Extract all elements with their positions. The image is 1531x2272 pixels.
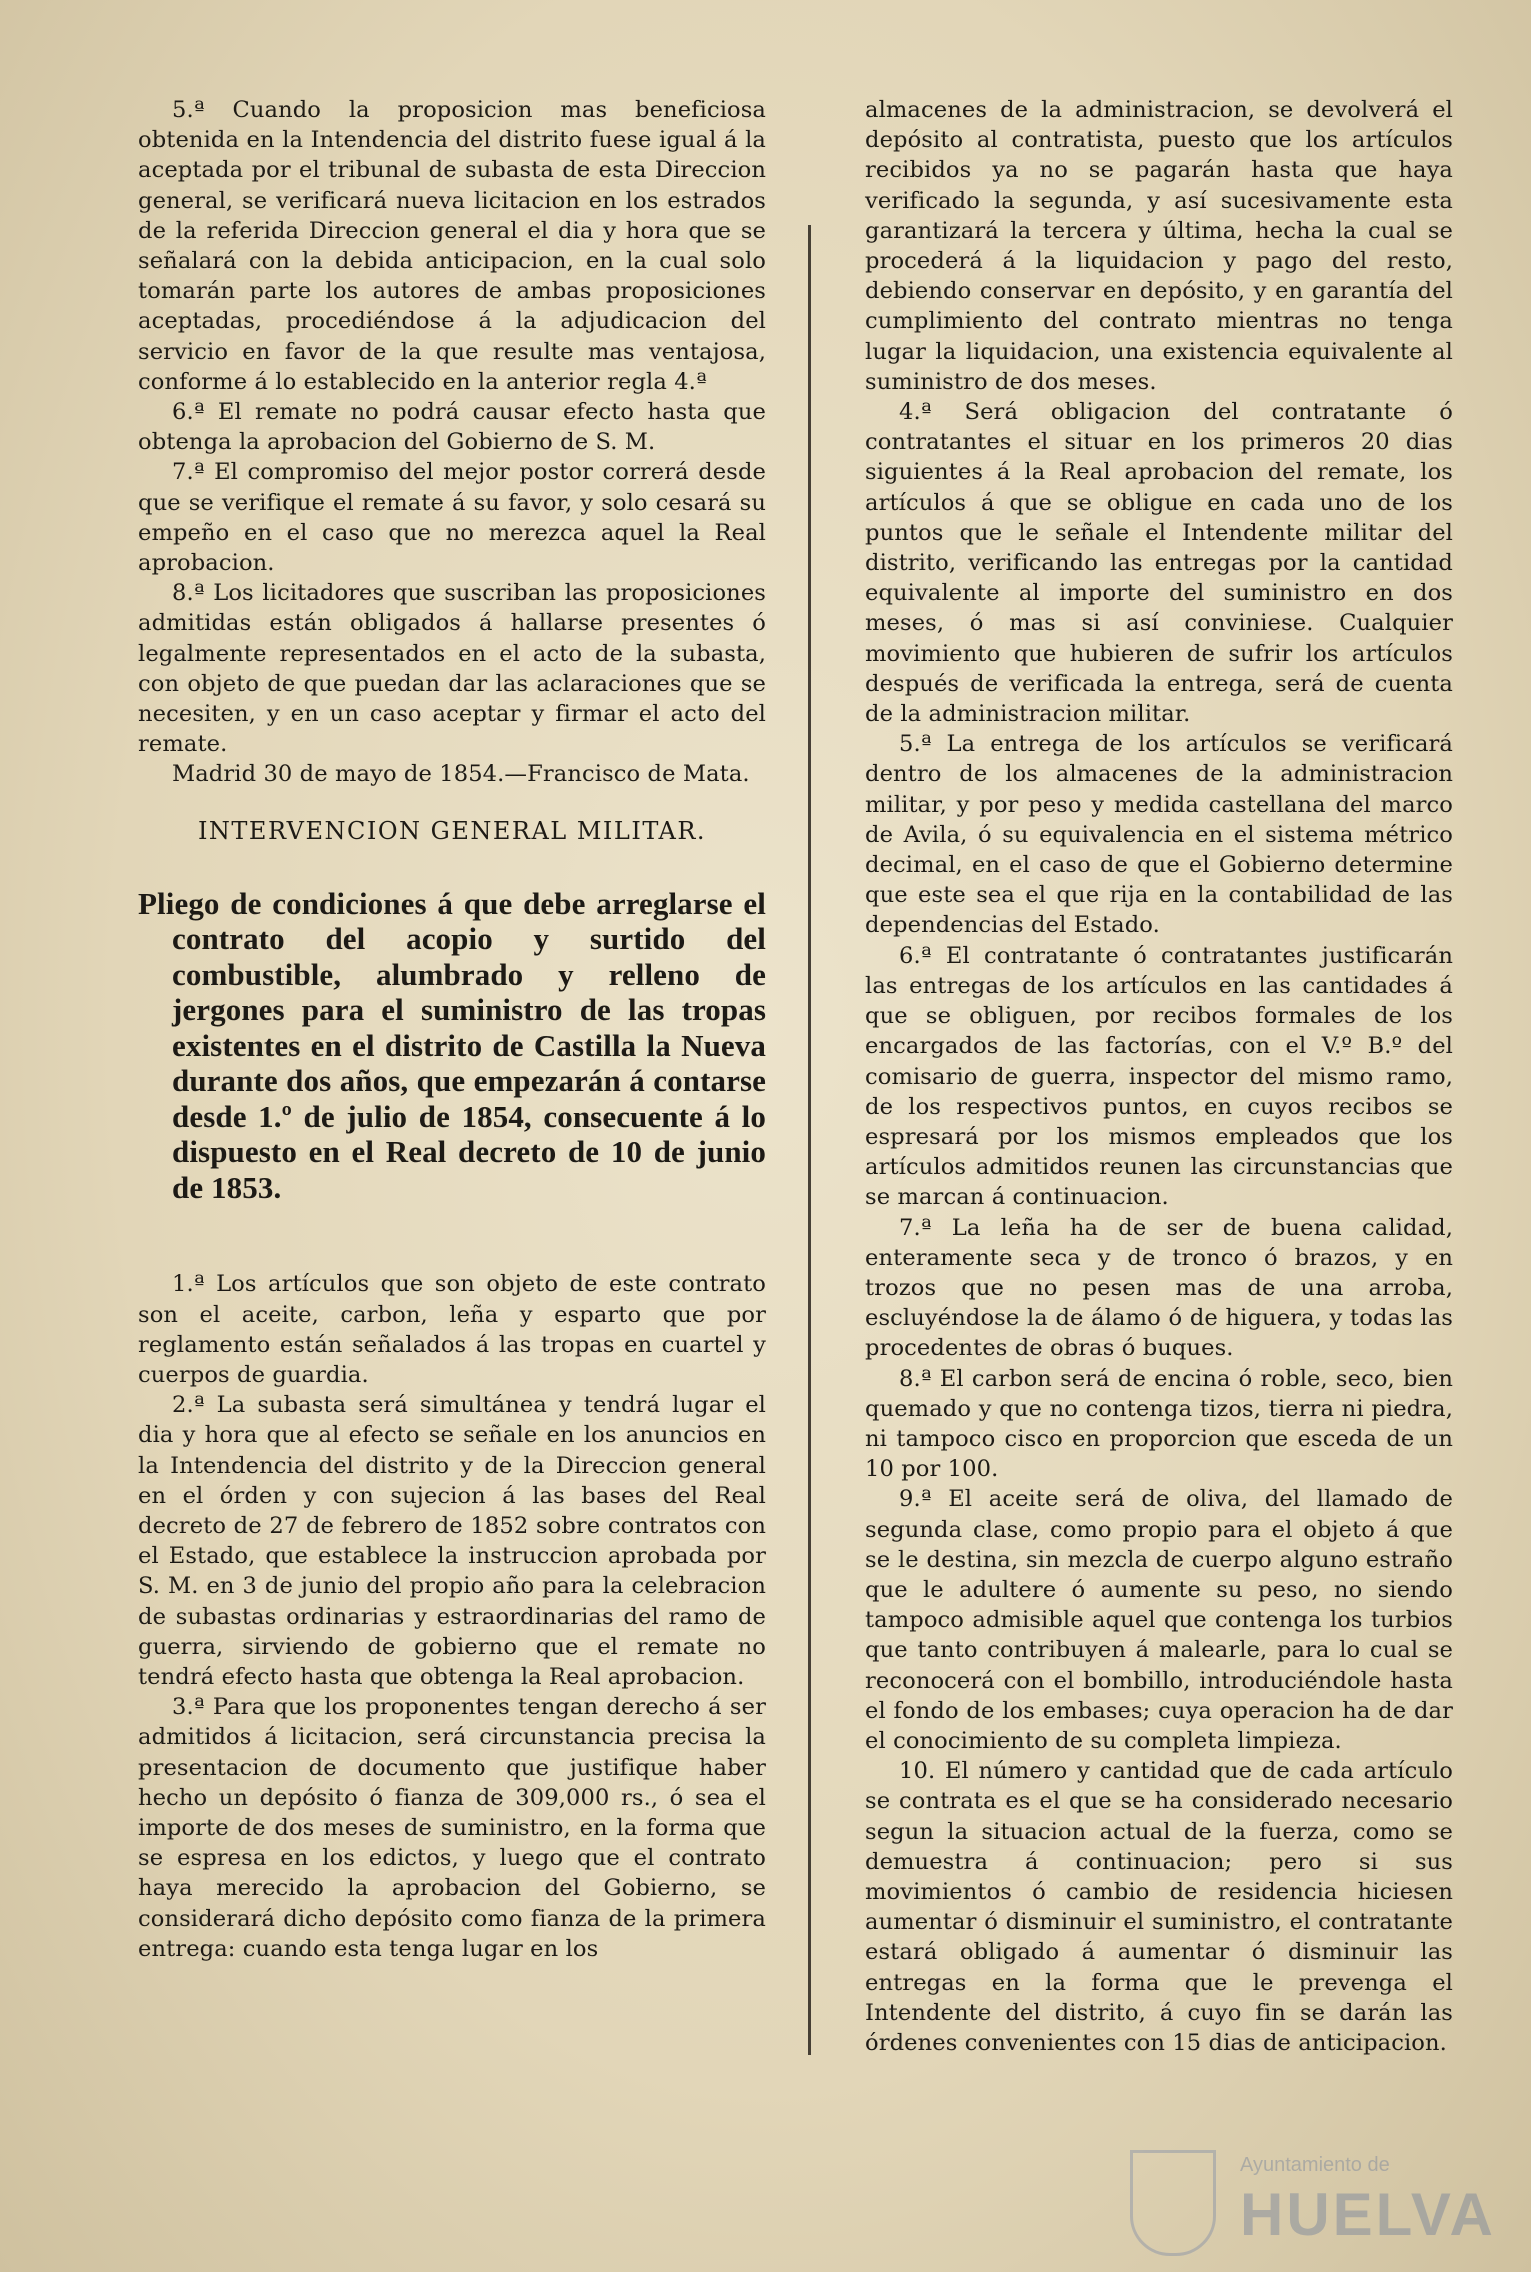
condition-3-continued: almacenes de la administracion, se devolverá el depósito al contratista, puesto que los artículos recibidos ya no se pagarán hasta que haya verificado la segunda, y así sucesivamente esta garantizará la tercera y última, hecha la cual se procederá á la liquidacion y pago del resto, debiendo conservar en depósito, y en garantía del cumplimiento del contrato mientras no tenga lugar la liquidacion, una existencia equivalente al suministro de dos meses. [865, 97, 1453, 395]
condition-2: 2.ª La subasta será simultánea y tendrá lugar el dia y hora que al efecto se señale en los anuncios en la Intendencia del distrito y de la Direccion general en el órden y con sujecion á las bases del Real decreto de 27 de febrero de 1852 sobre contratos con el Estado, que establece la instruccion aprobada por S. M. en 3 de junio del propio año para la celebracion de subastas ordinarias y estraordinarias del ramo de guerra, sirviendo de gobierno que el remate no tendrá efecto hasta que obtenga la Real aprobacion. [138, 1392, 766, 1691]
pliego-title: Pliego de condiciones á que debe arreglarse el contrato del acopio y surtido del combustible, alumbrado y relleno de jergones para el suministro de las tropas existentes en el distrito de Castilla la Nueva durante dos años, que empezarán á contarse desde 1.º de julio de 1854, consecuente á lo dispuesto en el Real decreto de 10 de junio de 1853. [138, 885, 766, 1205]
section-title: INTERVENCION GENERAL MILITAR. [197, 816, 707, 845]
condition-5: 5.ª La entrega de los artículos se verificará dentro de los almacenes de la administracion militar, y por peso y medida castellana del marco de Avila, ó su equivalencia en el sistema métrico decimal, en el caso de que el Gobierno determine que este sea el que rija en la contabilidad de las dependencias del Estado. [865, 731, 1453, 939]
paragraph-5: 5.ª Cuando la proposicion mas beneficiosa obtenida en la Intendencia del distrito fuese igual á la aceptada por el tribunal de subasta de esta Direccion general, se verificará nueva licitacion en los estrados de la referida Direccion general el dia y hora que se señalará con la debida anticipacion, en la cual solo tomarán parte los autores de ambas proposiciones aceptadas, procediéndose á la adjudicacion del servicio en favor de la que resulte mas ventajosa, conforme á lo establecido en la anterior regla 4.ª [138, 97, 766, 395]
column-divider [808, 225, 811, 2055]
condition-4: 4.ª Será obligacion del contratante ó contratantes el situar en los primeros 20 dias siguientes á la Real aprobacion del remate, los artículos á que se obligue en cada uno de los puntos que le señale el Intendente militar del distrito, verificando las entregas por la cantidad equivalente al importe del suministro en dos meses, ó mas si así conviniese. Cualquier movimiento que hubieren de sufrir los artículos después de verificada la entrega, será de cuenta de la administracion militar. [865, 399, 1453, 728]
watermark-small-text: Ayuntamiento de [1240, 2154, 1390, 2176]
paragraph-7: 7.ª El compromiso del mejor postor correrá desde que se verifique el remate á su favor, y solo cesará su empeño en el caso que no merezca aquel la Real aprobacion. [138, 459, 766, 577]
condition-8: 8.ª El carbon será de encina ó roble, seco, bien quemado y que no contenga tizos, tierra ni piedra, ni tampoco cisco en proporcion que esceda de un 10 por 100. [865, 1365, 1453, 1483]
condition-1: 1.ª Los artículos que son objeto de este contrato son el aceite, carbon, leña y esparto que por reglamento están señalados á las tropas en cuartel y cuerpos de guardia. [138, 1271, 766, 1388]
watermark-big-text: HUELVA [1240, 2181, 1496, 2248]
condition-6: 6.ª El contratante ó contratantes justificarán las entregas de los artículos en las cantidades á que se obliguen, por recibos formales de los encargados de las factorías, con el V.º B.º del comisario de guerra, inspector del mismo ramo, de los respectivos puntos, en cuyos recibos se espresará por los mismos empleados que los artículos admitidos reunen las circunstancias que se marcan á continuacion. [865, 942, 1453, 1211]
condition-3: 3.ª Para que los proponentes tengan derecho á ser admitidos á licitacion, será circunstancia precisa la presentacion de documento que justifique haber hecho un depósito ó fianza de 309,000 rs., ó sea el importe de dos meses de suministro, en la forma que se espresa en los edictos, y luego que el contrato haya merecido la aprobacion del Gobierno, se considerará dicho depósito como fianza de la primera entrega: cuando esta tenga lugar en los [138, 1694, 766, 1962]
condition-7: 7.ª La leña ha de ser de buena calidad, enteramente seca y de tronco ó brazos, y en trozos que no pesen mas de una arroba, escluyéndose la de álamo ó de higuera, y todas las procedentes de obras ó buques. [865, 1214, 1453, 1362]
condition-9: 9.ª El aceite será de oliva, del llamado de segunda clase, como propio para el objeto á que se le destina, sin mezcla de cuerpo alguno estraño que le adultere ó aumente su peso, no siendo tampoco admisible aquel que contenga los turbios que tanto contribuyen á malearle, para lo cual se reconocerá con el bombillo, introduciéndole hasta el fondo de los embases; cuya operacion ha de dar el conocimiento de su completa limpieza. [865, 1486, 1453, 1754]
paragraph-6: 6.ª El remate no podrá causar efecto hasta que obtenga la aprobacion del Gobierno de S. M. [138, 399, 766, 456]
shield-icon [1130, 2150, 1216, 2256]
signature: Madrid 30 de mayo de 1854.—Francisco de Mata. [172, 761, 750, 788]
paragraph-8: 8.ª Los licitadores que suscriban las proposiciones admitidas están obligados á hallarse presentes ó legalmente representados en el acto de la subasta, con objeto de que puedan dar las aclaraciones que se necesiten, y en un caso aceptar y firmar el acto del remate. [138, 580, 766, 758]
condition-10: 10. El número y cantidad que de cada artículo se contrata es el que se ha considerado necesario segun la situacion actual de la fuerza, como se demuestra á continuacion; pero si sus movimientos ó cambio de residencia hiciesen aumentar ó disminuir el suministro, el contratante estará obligado á aumentar ó disminuir las entregas en la forma que le prevenga el Intendente del distrito, á cuyo fin se darán las órdenes convenientes con 15 dias de anticipacion. [865, 1758, 1453, 2056]
left-column [138, 95, 766, 1964]
archive-watermark [1130, 2150, 1496, 2260]
right-column [865, 95, 1453, 2058]
